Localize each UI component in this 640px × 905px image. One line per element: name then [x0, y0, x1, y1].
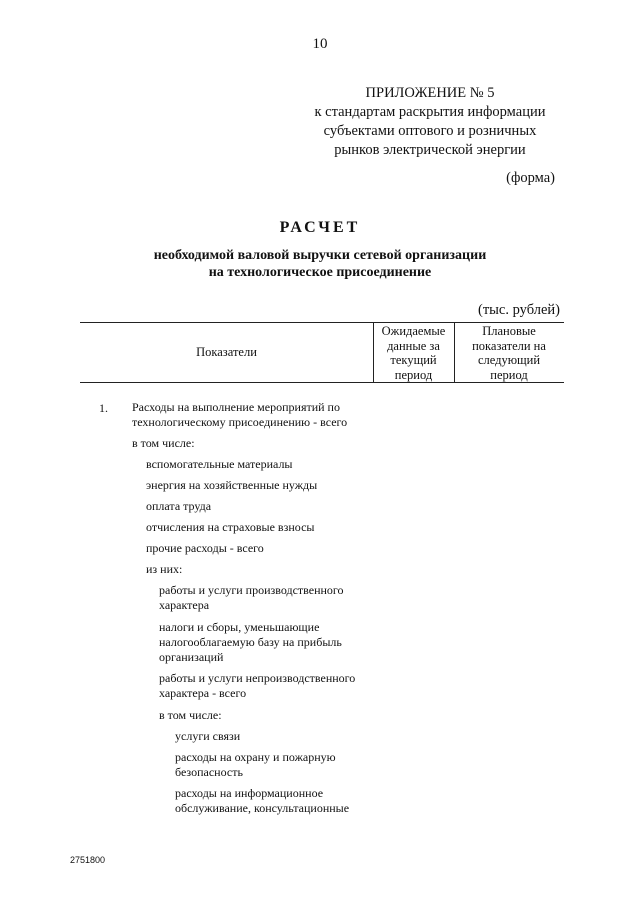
subtitle-line: необходимой валовой выручки сетевой организации — [153, 248, 487, 263]
appendix-line: к стандартам раскрытия информации — [314, 104, 546, 120]
document-subtitle — [0, 247, 640, 281]
appendix-line: рынков электрической энергии — [334, 142, 526, 158]
table-row: вспомогательные материалы — [146, 457, 293, 471]
table-row: оплата труда — [146, 499, 212, 513]
table-top-border — [80, 322, 564, 323]
document-code: 2751800 — [70, 855, 106, 865]
subtitle-line: на технологическое присоединение — [208, 265, 432, 280]
table-row: работы и услуги непроизводственного характера - всего — [159, 671, 356, 700]
table-row: из них: — [146, 562, 183, 576]
page-number: 10 — [312, 36, 328, 52]
table-row: Расходы на выполнение мероприятий по технологическому присоединению - всего — [132, 400, 348, 429]
table-row: расходы на охрану и пожарную безопасность — [175, 750, 336, 779]
document-title: РАСЧЕТ — [279, 219, 361, 236]
header-indicators: Показатели — [196, 345, 257, 359]
table-row: работы и услуги производственного характера — [159, 583, 344, 612]
units-label: (тыс. рублей) — [478, 302, 560, 318]
table-row: налоги и сборы, уменьшающие налогооблагаемую базу на прибыль организаций — [159, 620, 342, 664]
appendix-line: субъектами оптового и розничных — [323, 123, 537, 139]
form-note: (форма) — [506, 170, 555, 186]
header-planned: Плановые показатели на следующий период — [472, 324, 546, 382]
table-row: прочие расходы - всего — [146, 541, 264, 555]
table-row: в том числе: — [132, 436, 195, 450]
table-row: услуги связи — [175, 729, 241, 743]
table-row: отчисления на страховые взносы — [146, 520, 315, 534]
appendix-title: ПРИЛОЖЕНИЕ № 5 — [365, 85, 495, 101]
table-row: в том числе: — [159, 708, 222, 722]
table-header-bottom-border — [80, 382, 564, 383]
table-row: энергия на хозяйственные нужды — [146, 478, 318, 492]
appendix-block — [305, 84, 555, 160]
row-number: 1. — [99, 401, 108, 415]
table-row: расходы на информационное обслуживание, консультационные — [175, 786, 350, 815]
header-expected: Ожидаемые данные за текущий период — [381, 324, 446, 382]
